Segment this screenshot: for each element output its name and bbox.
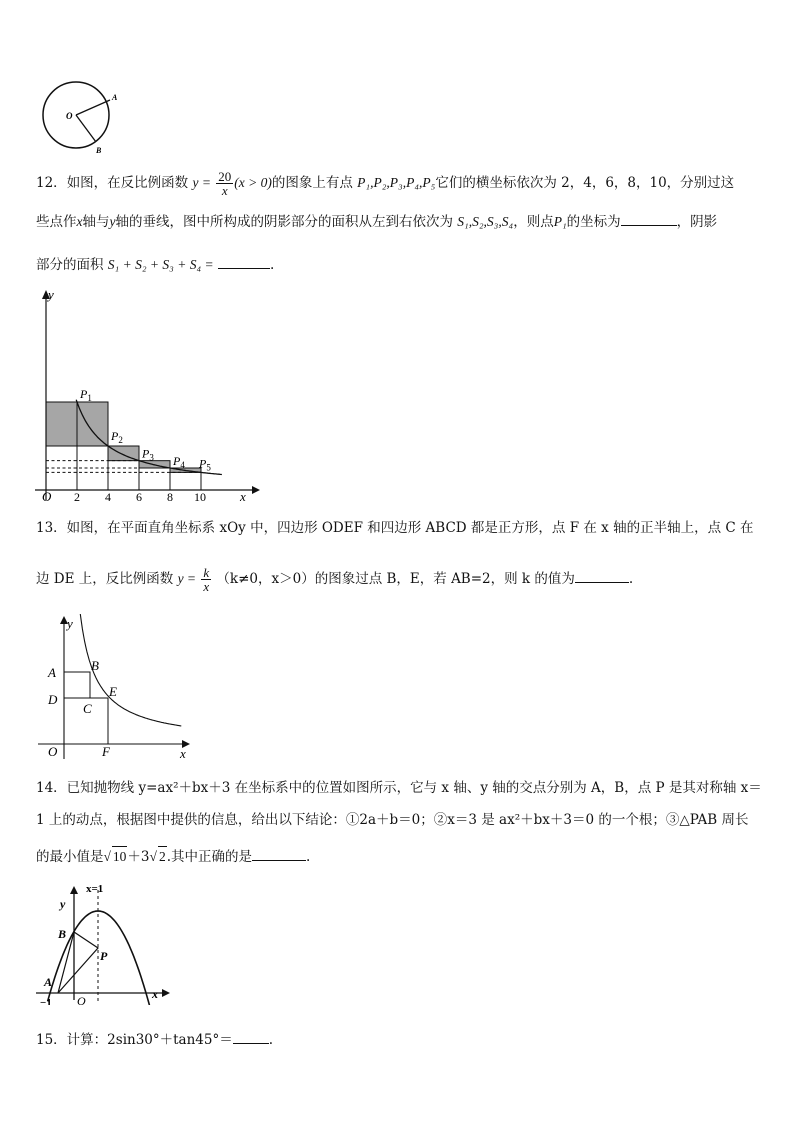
q15-line: 15．计算：2sin30°＋tan45°＝ . bbox=[36, 1029, 273, 1050]
f13-label-c: C bbox=[83, 701, 92, 716]
f14-label-p: P bbox=[100, 949, 108, 963]
f14-axis-label: x=1 bbox=[86, 883, 104, 895]
q13-fraction: $\frac{k}{x}$ bbox=[203, 565, 210, 594]
f13-x-label: x bbox=[180, 746, 186, 761]
f12-point-label: $P_3$ bbox=[142, 446, 154, 463]
q12-number: 12． bbox=[36, 175, 67, 191]
figure-14 bbox=[34, 880, 174, 1005]
q12-fraction: $\frac{20}{x}$ bbox=[218, 169, 232, 198]
f13-label-f: F bbox=[102, 744, 110, 759]
f12-point-label: $P_5$ bbox=[199, 456, 211, 473]
f12-point-label: $P_2$ bbox=[111, 429, 123, 445]
f13-label-e: E bbox=[109, 684, 117, 699]
q15-blank[interactable] bbox=[233, 1029, 269, 1044]
q13-line1: 13．如图，在平面直角坐标系 xOy 中，四边形 ODEF 和四边形 ABCD 都是正方形，点 F 在 x 轴的正半轴上，点 C 在 bbox=[36, 520, 754, 536]
q12-blank-2[interactable] bbox=[218, 254, 270, 269]
q14-line3: 的最小值是√ 10＋3√ 2.其中正确的是 . bbox=[36, 846, 310, 867]
f12-y-label: y bbox=[48, 287, 54, 302]
q14-line2: 1 上的动点，根据图中提供的信息，给出以下结论：①2a＋b＝0；②x＝3 是 ax²＋bx＋3＝0 的一个根；③△PAB 周长 bbox=[36, 812, 749, 828]
circle-label-b: B bbox=[96, 146, 102, 155]
f12-tick-label: 4 bbox=[105, 490, 111, 504]
q14-blank[interactable] bbox=[252, 846, 306, 861]
q13-blank[interactable] bbox=[575, 568, 629, 583]
circle-label-o: O bbox=[66, 111, 73, 121]
f12-origin: O bbox=[42, 489, 52, 504]
f13-label-a: A bbox=[48, 665, 56, 680]
f12-tick-label: 6 bbox=[136, 490, 142, 504]
f12-x-label: x bbox=[240, 489, 246, 504]
f12-point-label: $P_4$ bbox=[173, 454, 185, 470]
f14-origin: O bbox=[77, 994, 86, 1005]
f13-y-label: y bbox=[67, 616, 73, 631]
f14-y-label: y bbox=[60, 897, 66, 911]
f12-tick-label: 2 bbox=[74, 490, 80, 504]
circle-label-a: A bbox=[112, 93, 118, 102]
q14-line1: 14．已知抛物线 y=ax²＋bx＋3 在坐标系中的位置如图所示，它与 x 轴、y 轴的交点分别为 A，B，点 P 是其对称轴 x＝ bbox=[36, 780, 762, 796]
q13-line2: 边 DE 上，反比例函数 y = $\frac{k}{x}$ （k≠0，x＞0）的图象过点 B，E，若 AB=2，则 k 的值为 . bbox=[36, 565, 634, 594]
f14-x-label: x bbox=[152, 987, 158, 1001]
f13-label-b: B bbox=[91, 658, 99, 673]
circle-figure bbox=[40, 78, 130, 158]
f14-minus-one: −1 bbox=[40, 997, 52, 1005]
f12-tick-label: 8 bbox=[167, 490, 173, 504]
q12-line1: 12．如图，在反比例函数 y = $\frac{20}{x}$ (x > 0)的图象上有点 P₁,P₂,P₃,P₄,P₅它们的横坐标依次为 2，4，6，8，10，分别过这 bbox=[36, 169, 735, 198]
figure-13 bbox=[36, 614, 196, 764]
figure-12 bbox=[30, 285, 260, 505]
q12-line3: 部分的面积 S₁ + S₂ + S₃ + S₄ = . bbox=[36, 254, 274, 275]
f12-tick-label: 10 bbox=[194, 490, 206, 504]
q12-blank-1[interactable] bbox=[621, 211, 677, 226]
f12-point-label: $P_1$ bbox=[80, 387, 92, 403]
f13-label-d: D bbox=[48, 692, 58, 707]
f14-label-b: B bbox=[58, 927, 67, 941]
f13-origin: O bbox=[48, 744, 58, 759]
q12-line2: 些点作x轴与y轴的垂线，图中所构成的阴影部分的面积从左到右依次为 S₁,S₂,S₃,S₄，则点P₁的坐标为 ，阴影 bbox=[36, 211, 717, 232]
f14-label-a: A bbox=[44, 975, 53, 989]
